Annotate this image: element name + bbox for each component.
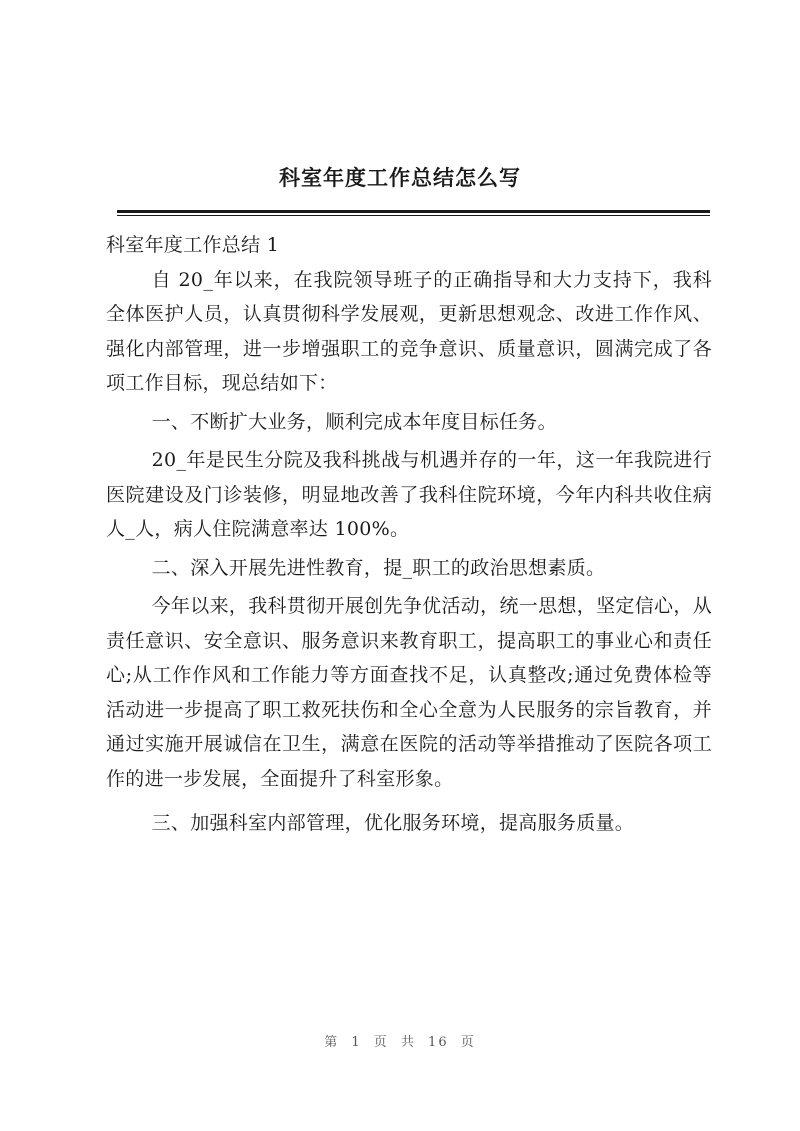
paragraph-business: 20_年是民生分院及我科挑战与机遇并存的一年，这一年我院进行医院建设及门诊装修，明显地改善了我科住院环境，今年内科共收住病人_人，病人住院满意率达 100%。 — [106, 449, 712, 540]
document-title: 科室年度工作总结怎么写 — [279, 166, 521, 190]
paragraph-education: 今年以来，我科贯彻开展创先争优活动，统一思想，坚定信心，从责任意识、安全意识、服务意识来教育职工，提高职工的事业心和责任心;从工作作风和工作能力等方面查找不足，认真整改;通过免费体检等活动进一步提高了职工救死扶伤和全心全意为人民服务的宗旨教育，并通过实施开展诚信在卫生，满意在医院的活动等举措推动了医院各项工作的进一步发展，全面提升了科室形象。 — [106, 595, 712, 790]
paragraph-intro: 自 20_年以来，在我院领导班子的正确指导和大力支持下，我科全体医护人员，认真贯彻科学发展观，更新思想观念、改进工作作风、强化内部管理，进一步增强职工的竞争意识、质量意识，圆满完成了各项工作目标，现总结如下： — [106, 268, 712, 394]
paragraph-heading-1: 一、不断扩大业务，顺利完成本年度目标任务。 — [151, 410, 557, 433]
section-heading: 科室年度工作总结 1 — [106, 234, 280, 256]
paragraph-heading-2: 二、深入开展先进性教育，提_职工的政治思想素质。 — [151, 556, 606, 579]
title-divider-thin — [117, 215, 710, 216]
title-divider — [117, 210, 710, 213]
page-number: 第 1 页 共 16 页 — [324, 1035, 476, 1050]
document-body — [106, 228, 712, 841]
paragraph-heading-3: 三、加强科室内部管理，优化服务环境，提高服务质量。 — [151, 812, 635, 834]
